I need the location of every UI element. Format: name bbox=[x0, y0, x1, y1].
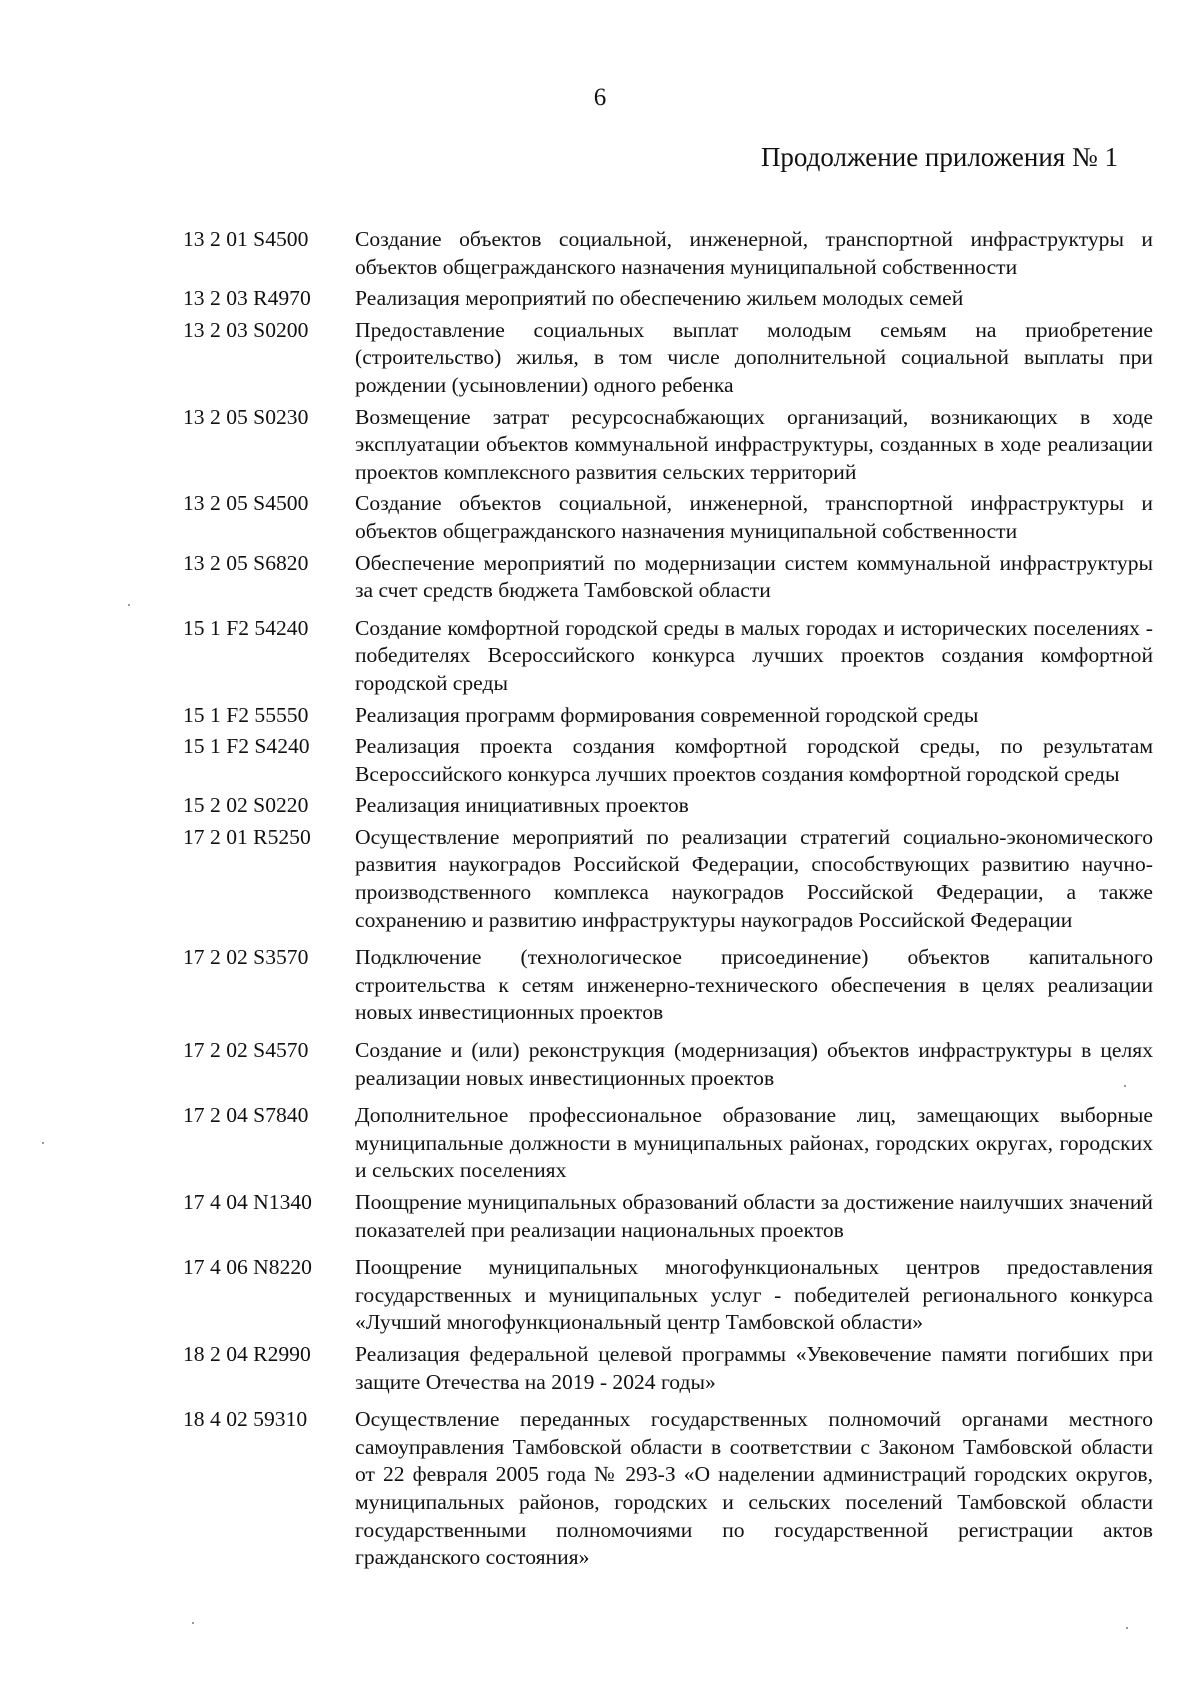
scan-speck bbox=[192, 1622, 194, 1624]
list-item bbox=[183, 1189, 1153, 1244]
row-code: 15 2 02 S0220 bbox=[183, 793, 309, 818]
row-code: 13 2 03 R4970 bbox=[183, 286, 311, 311]
row-code: 13 2 05 S0230 bbox=[183, 404, 309, 429]
list-item bbox=[183, 702, 1153, 730]
list-item bbox=[183, 733, 1153, 788]
row-code: 13 2 01 S4500 bbox=[183, 227, 309, 251]
row-code: 17 4 04 N1340 bbox=[183, 1190, 312, 1214]
row-code: 17 2 04 S7840 bbox=[183, 1103, 309, 1128]
row-description: Поощрение муниципальных многофункциональных центров предоставления государственных и муниципальных услуг - победителей регионального конкурса «Лучший многофункциональный центр Тамбовской области» bbox=[355, 1255, 1153, 1335]
row-code: 17 2 02 S4570 bbox=[183, 1038, 309, 1063]
code-list bbox=[183, 226, 1153, 1572]
list-item bbox=[183, 404, 1153, 487]
row-code: 15 1 F2 54240 bbox=[183, 615, 309, 640]
list-item bbox=[183, 1102, 1153, 1185]
row-description: Реализация проекта создания комфортной городской среды, по результатам Всероссийского конкурса лучших проектов создания комфортной городской среды bbox=[355, 734, 1153, 786]
list-item bbox=[183, 550, 1153, 605]
row-code: 17 2 01 R5250 bbox=[183, 824, 311, 849]
row-description: Возмещение затрат ресурсоснабжающих организаций, возникающих в ходе эксплуатации объектов коммунальной инфраструктуры, созданных в ходе реализации проектов комплексного развития сельских территорий bbox=[355, 404, 1153, 484]
list-item bbox=[183, 317, 1153, 400]
row-description: Создание и (или) реконструкция (модернизация) объектов инфраструктуры в целях реализации новых инвестиционных проектов bbox=[355, 1038, 1153, 1090]
list-item bbox=[183, 792, 1153, 820]
row-description: Создание объектов социальной, инженерной, транспортной инфраструктуры и объектов общегражданского назначения муниципальной собственности bbox=[355, 227, 1153, 279]
row-code: 15 1 F2 55550 bbox=[183, 702, 309, 727]
scan-speck bbox=[1124, 1085, 1126, 1087]
list-item bbox=[183, 615, 1153, 698]
row-description: Осуществление переданных государственных полномочий органами местного самоуправления Тамбовской области в соответствии с Законом Тамбовской области от 22 февраля 2005 года № 293-З «О наделении администраций городских округов, муниципальных районов, городских и сельских поселений Тамбовской области государственными полномочиями по государственной регистрации актов гражданского состояния» bbox=[355, 1407, 1153, 1570]
row-code: 13 2 03 S0200 bbox=[183, 317, 309, 342]
row-code: 17 4 06 N8220 bbox=[183, 1255, 312, 1280]
list-item bbox=[183, 226, 1153, 281]
list-item bbox=[183, 1406, 1153, 1572]
row-description: Создание объектов социальной, инженерной, транспортной инфраструктуры и объектов общегражданского назначения муниципальной собственности bbox=[355, 491, 1153, 543]
row-description: Предоставление социальных выплат молодым семьям на приобретение (строительство) жилья, в том числе дополнительной социальной выплаты при рождении (усыновлении) одного ребенка bbox=[355, 317, 1153, 397]
row-description: Подключение (технологическое присоединение) объектов капитального строительства к сетям инженерно-технического обеспечения в целях реализации новых инвестиционных проектов bbox=[355, 945, 1153, 1025]
row-description: Реализация программ формирования современной городской среды bbox=[355, 702, 979, 727]
page-number: 6 bbox=[593, 84, 607, 111]
row-code: 15 1 F2 S4240 bbox=[183, 734, 310, 759]
row-code: 13 2 05 S6820 bbox=[183, 550, 309, 575]
row-description: Дополнительное профессиональное образование лиц, замещающих выборные муниципальные должности в муниципальных районах, городских округах, городских и сельских поселениях bbox=[355, 1103, 1153, 1183]
row-code: 13 2 05 S4500 bbox=[183, 491, 309, 516]
row-description: Реализация инициативных проектов bbox=[355, 793, 689, 818]
row-code: 17 2 02 S3570 bbox=[183, 945, 309, 970]
row-description: Реализация федеральной целевой программы «Увековечение памяти погибших при защите Отечества на 2019 - 2024 годы» bbox=[355, 1341, 1153, 1394]
row-description: Поощрение муниципальных образований области за достижение наилучших значений показателей при реализации национальных проектов bbox=[355, 1190, 1153, 1242]
row-description: Осуществление мероприятий по реализации стратегий социально-экономического развития наукоградов Российской Федерации, способствующих развитию научно-производственного комплекса наукоградов Российской Федерации, а также сохранению и развитию инфраструктуры наукоградов Российской Федерации bbox=[355, 824, 1153, 932]
list-item bbox=[183, 285, 1153, 313]
row-description: Создание комфортной городской среды в малых городах и исторических поселениях - победителях Всероссийского конкурса лучших проектов создания комфортной городской среды bbox=[355, 615, 1153, 695]
list-item bbox=[183, 1037, 1153, 1092]
row-code: 18 2 04 R2990 bbox=[183, 1341, 311, 1366]
row-description: Обеспечение мероприятий по модернизации систем коммунальной инфраструктуры за счет средств бюджета Тамбовской области bbox=[355, 550, 1153, 603]
continuation-label: Продолжение приложения № 1 bbox=[760, 142, 1118, 172]
scan-speck bbox=[1126, 1627, 1128, 1629]
list-item bbox=[183, 1341, 1153, 1396]
list-item bbox=[183, 824, 1153, 934]
list-item bbox=[183, 1254, 1153, 1337]
list-item bbox=[183, 490, 1153, 545]
row-description: Реализация мероприятий по обеспечению жильем молодых семей bbox=[355, 286, 964, 311]
scan-speck bbox=[128, 604, 130, 606]
scan-speck bbox=[42, 1142, 44, 1144]
row-code: 18 4 02 59310 bbox=[183, 1407, 308, 1432]
list-item bbox=[183, 944, 1153, 1027]
